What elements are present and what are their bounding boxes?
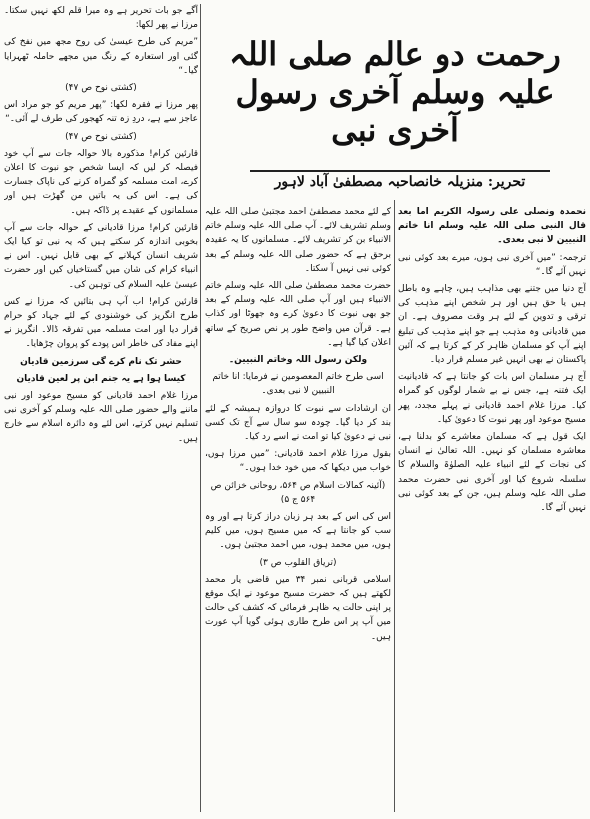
quote-paragraph: ”مریم کی طرح عیسیٰ کی روح مجھ میں نفخ کی گئی اور استعارہ کے رنگ میں مجھے حاملہ ٹھہرایا گیا۔“ bbox=[4, 37, 198, 76]
body-paragraph: اس کی اس کے بعد ہر زبان دراز کرتا ہے اور وہ سب کو جانتا ہے کہ میں مسیح ہوں، میں کلیم ہوں، میں محمد ہوں، میں احمد مجتبیٰ ہوں۔ bbox=[205, 512, 391, 551]
hadith-paragraph: اسی طرح خاتم المعصومین نے فرمایا: انا خاتم النبیین لا نبی بعدی۔ bbox=[212, 372, 384, 397]
column-divider-left bbox=[200, 4, 201, 812]
body-paragraph: آج ہر مسلمان اس بات کو جانتا ہے کہ قادیانیت ایک فتنہ ہے، جس نے بے شمار لوگوں کو گمراہ کیا۔ مرزا غلام احمد قادیانی نے پہلے مجدد، پھر مسیح موعود اور پھر نبوت کا دعویٰ کیا۔ bbox=[398, 372, 586, 425]
column-divider-right bbox=[394, 200, 395, 812]
reference: (تریاق القلوب ص ۳) bbox=[259, 557, 337, 568]
right-column bbox=[398, 205, 586, 813]
quote-paragraph: بقول مرزا غلام احمد قادیانی: ”میں مرزا ہوں، خواب میں دیکھا کہ میں خود خدا ہوں۔“ bbox=[205, 449, 391, 474]
reference: (کشتی نوح ص ۴۷) bbox=[65, 83, 137, 94]
reference: (آئینہ کمالات اسلام ص ۵۶۴، روحانی خزائن ص ۵۶۴ ج ۵) bbox=[210, 480, 386, 505]
body-paragraph: مرزا غلام احمد قادیانی کو مسیح موعود اور نبی ماننے والے حضور صلی اللہ علیہ وسلم کو آخری نبی تسلیم نہیں کرتے، اس لئے وہ دائرہ اسلام سے خارج ہیں۔ bbox=[4, 391, 198, 444]
poem-line: کیسا ہوا ہے یہ جنم ابن پر لعین قادیان bbox=[16, 373, 186, 384]
quran-verse: ولکن رسول اللہ وخاتم النبیین۔ bbox=[228, 355, 368, 366]
body-paragraph: حضرت محمد مصطفیٰ صلی اللہ علیہ وسلم خاتم الانبیاء ہیں اور آپ صلی اللہ علیہ وسلم کے بعد جو بھی نبوت کا دعویٰ کرے وہ جھوٹا اور کذاب ہے۔ قرآن میں واضح طور پر نص صریح کے ساتھ اعلان کیا گیا ہے۔ bbox=[205, 281, 391, 348]
translation-paragraph: ترجمہ: ”میں آخری نبی ہوں، میرے بعد کوئی نبی نہیں آئے گا۔“ bbox=[398, 252, 586, 277]
body-paragraph: ایک قول ہے کہ مسلمان معاشرے کو بدلنا ہے، معاشرہ مسلمان کو نہیں۔ اللہ تعالیٰ نے انسان کی نجات کے لئے انبیاء علیہ الصلوٰۃ والسلام کا سلسلہ شروع کیا اور آخری نبی حضرت محمد صلی اللہ علیہ وسلم ہیں، جن کے بعد کوئی نبی نہیں آئے گا۔ bbox=[398, 432, 586, 514]
body-paragraph: قارئین کرام! مذکورہ بالا حوالہ جات سے آپ خود فیصلہ کر لیں کہ ایسا شخص جو نبوت کا اعلان کرے، امت مسلمہ کو گمراہ کرنے کی ناپاک جسارت کی ہے۔ اس کی یہ باتیں من گھڑت ہیں اور مسلمانوں کے عقیدے پر ڈاکہ ہیں۔ bbox=[4, 148, 198, 216]
body-paragraph: قارئین کرام! مرزا قادیانی کے حوالہ جات سے آپ بخوبی اندازہ کر سکتے ہیں کہ یہ نبی تو کیا ایک شریف انسان کہلانے کے بھی قابل نہیں۔ اس نے انبیاء کرام کی شان میں گستاخیاں کیں اور حضرت عیسیٰ علیہ السلام کی توہین کی۔ bbox=[4, 222, 198, 290]
body-paragraph: آگے جو بات تحریر ہے وہ میرا قلم لکھ نہیں سکتا۔ مرزا نے پھر لکھا: bbox=[4, 6, 198, 31]
body-paragraph: کے لئے محمد مصطفیٰ احمد مجتبیٰ صلی اللہ علیہ وسلم تشریف لائے۔ آپ صلی اللہ علیہ وسلم خاتم الانبیاء بن کر تشریف لائے۔ مسلمانوں کا یہ عقیدہ برحق ہے کہ حضور صلی اللہ علیہ وسلم کے بعد کوئی نبی نہیں آ سکتا۔ bbox=[205, 207, 391, 274]
left-column bbox=[4, 4, 198, 813]
poem-line: حشر تک نام کرے گی سرزمین قادیان bbox=[20, 356, 182, 367]
body-paragraph: ان ارشادات سے نبوت کا دروازہ ہمیشہ کے لئے بند کر دیا گیا۔ چودہ سو سال سے آج تک کسی نبی نے دعویٰ کیا تو امت نے اسے رد کیا۔ bbox=[205, 403, 391, 443]
article-title: رحمت دو عالم صلی اللہ علیہ وسلم آخری رسول آخری نبی bbox=[229, 35, 561, 149]
quote-paragraph: پھر مرزا نے فقرہ لکھا: ”پھر مریم کو جو مراد اس عاجز سے ہے، دردِ زہ تنہ کھجور کی طرف لے آئی۔“ bbox=[4, 100, 198, 125]
reference: (کشتی نوح ص ۴۷) bbox=[65, 131, 137, 142]
opening-paragraph: نحمدہ ونصلی علی رسولہ الکریم اما بعد قال النبی صلی اللہ علیہ وسلم انا خاتم النبیین لا نبی بعدی۔ bbox=[398, 207, 586, 246]
middle-column bbox=[205, 205, 391, 813]
body-paragraph: آج دنیا میں جتنے بھی مذاہب ہیں، چاہے وہ باطل ہیں یا حق ہیں اور ہر شخص اپنے مذہب کی ترقی و تدوین کے لئے ہر وقت مصروف ہے۔ ان میں قادیانی وہ مذہب ہے جو اپنے مذہب کی تبلیغ اپنے آپ کو مسلمان ظاہر کر کے کرتا ہے کہ آئین پاکستان نے بھی انہیں غیر مسلم قرار دیا۔ bbox=[398, 284, 586, 366]
body-paragraph: اسلامی قربانی نمبر ۳۴ میں قاضی یار محمد لکھتے ہیں کہ حضرت مسیح موعود نے ایک موقع پر اپنی حالت یہ ظاہر فرمائی کہ کشف کی حالت میں آپ پر اس طرح طاری ہوئی گویا آپ عورت ہیں۔ bbox=[205, 574, 391, 642]
body-paragraph: قارئین کرام! اب آپ ہی بتائیں کہ مرزا نے کس طرح انگریز کی خوشنودی کے لئے جہاد کو حرام قرار دیا اور امت مسلمہ میں تفرقہ ڈالا۔ انگریز نے اپنے مفاد کی خاطر اس پودے کو پروان چڑھایا۔ bbox=[4, 296, 198, 350]
byline: تحریر: منزیلہ خانصاحبہ مصطفیٰ آباد لاہور bbox=[250, 170, 550, 196]
